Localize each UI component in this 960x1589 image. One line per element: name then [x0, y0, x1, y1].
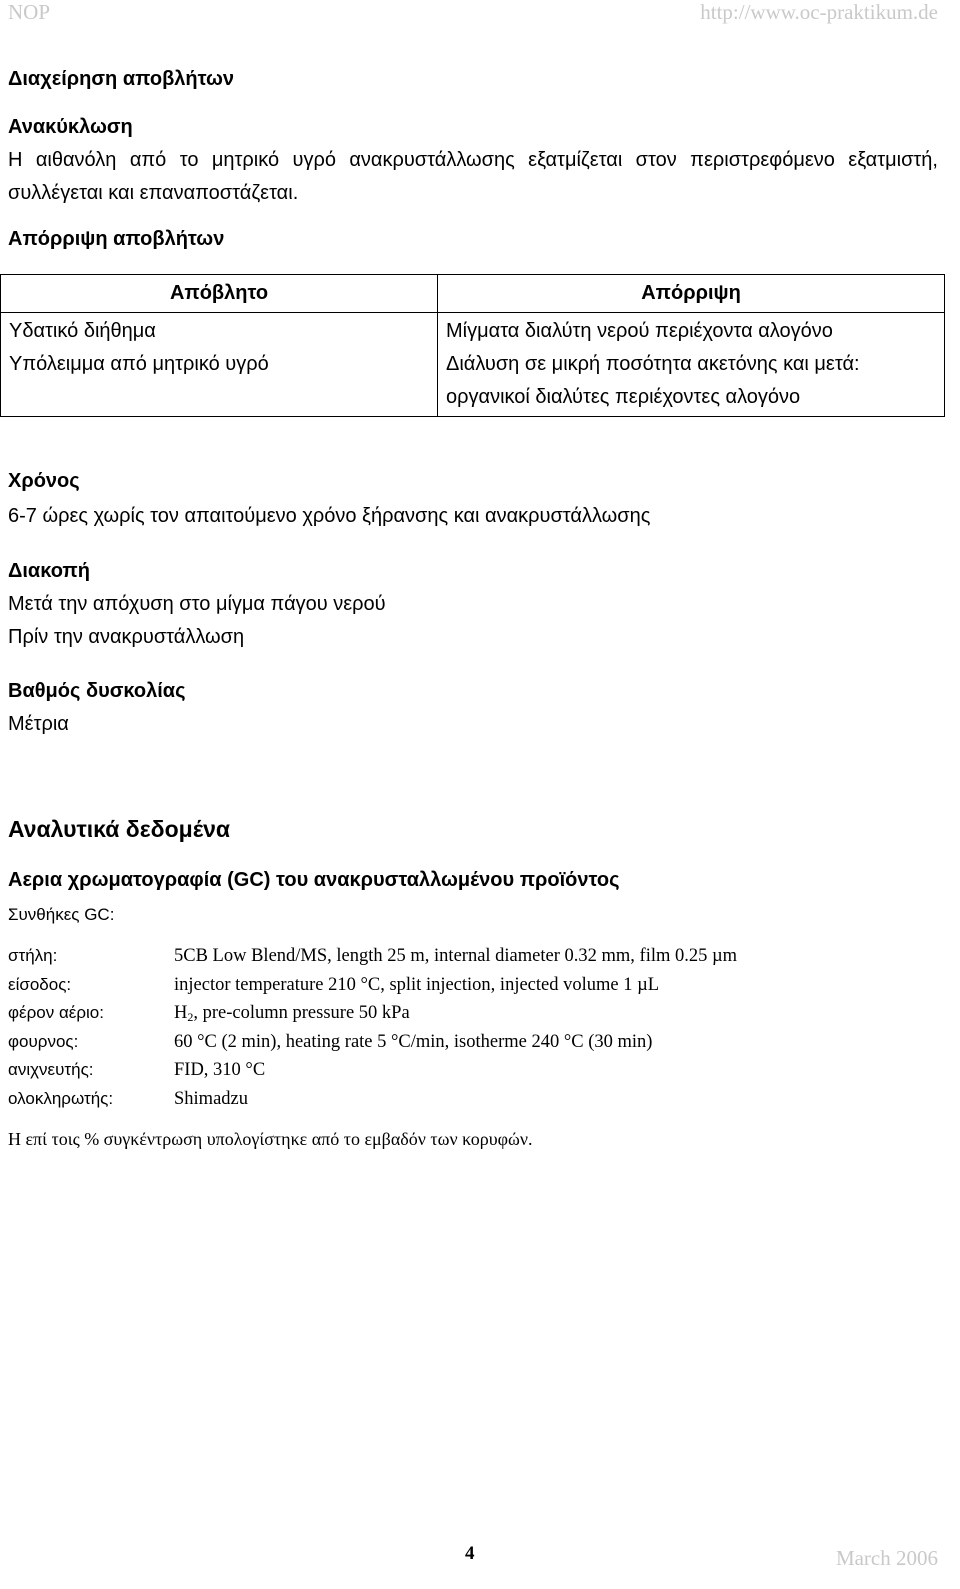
header-url: http://www.oc-praktikum.de: [700, 0, 938, 24]
gc-value: 60 °C (2 min), heating rate 5 °C/min, isotherme 240 °C (30 min): [174, 1031, 653, 1052]
section-title-break: Διακοπή: [8, 560, 90, 582]
difficulty-value: Μέτρια: [8, 713, 69, 735]
gc-value-subscript: 2: [187, 1010, 194, 1024]
section-title-time: Χρόνος: [8, 470, 80, 492]
gc-value-part: H: [174, 1003, 188, 1023]
gc-row-integrator: [8, 1089, 737, 1118]
gc-label: στήλη:: [8, 946, 58, 965]
gc-value: Shimadzu: [174, 1088, 248, 1109]
gc-value: injector temperature 210 °C, split injection, injected volume 1 µL: [174, 974, 660, 995]
gc-value: [174, 1003, 410, 1032]
gc-conditions-label: Συνθήκες GC:: [8, 905, 115, 924]
gc-row-column: [8, 946, 737, 975]
gc-label: ανιχνευτής:: [8, 1060, 94, 1079]
gc-label: φέρον αέριο:: [8, 1003, 104, 1022]
gc-label: φουρνος:: [8, 1031, 79, 1051]
gc-label: είσοδος:: [8, 974, 72, 994]
gc-row-oven: [8, 1032, 737, 1061]
subsection-title-recycling: Ανακύκλωση: [8, 116, 133, 138]
gc-value: FID, 310 °C: [174, 1060, 266, 1080]
waste-item: Υπόλειμμα από μητρικό υγρό: [9, 353, 269, 375]
section-title-analytics: Αναλυτικά δεδομένα: [8, 816, 231, 842]
gc-value: 5CB Low Blend/MS, length 25 m, internal diameter 0.32 mm, film 0.25 µm: [174, 946, 738, 966]
column-header-disposal: Απόρριψη: [438, 275, 945, 313]
subsection-title-disposal: Απόρριψη αποβλήτων: [8, 228, 225, 250]
section-title-difficulty: Βαθμός δυσκολίας: [8, 680, 186, 702]
break-line-1: Μετά την απόχυση στο μίγμα πάγου νερού: [8, 593, 386, 615]
page-number: 4: [465, 1543, 475, 1564]
gc-conditions-table: [8, 946, 737, 1117]
break-line-2: Πρίν την ανακρυστάλλωση: [8, 626, 245, 648]
gc-row-carrier-gas: [8, 1003, 737, 1032]
gc-label: ολοκληρωτής:: [8, 1088, 114, 1108]
disposal-item: Διάλυση σε μικρή ποσότητα ακετόνης και μετά: οργανικοί διαλύτες περιέχοντες αλογόνο: [446, 353, 860, 408]
column-header-waste: Απόβλητο: [1, 275, 438, 313]
gc-note: Η επί τοις % συγκέντρωση υπολογίστηκε από το εμβαδόν των κορυφών.: [8, 1129, 533, 1149]
gc-row-injector: [8, 975, 737, 1004]
waste-cell: [1, 313, 438, 417]
gc-title: Αερια χρωματογραφία (GC) του ανακρυσταλλωμένου προϊόντος: [8, 869, 620, 891]
disposal-item: Μίγματα διαλύτη νερού περιέχοντα αλογόνο: [446, 320, 833, 342]
gc-row-detector: [8, 1060, 737, 1089]
footer-date: March 2006: [835, 1546, 938, 1570]
gc-value-part: , pre-column pressure 50 kPa: [193, 1003, 410, 1023]
time-text: 6-7 ώρες χωρίς τον απαιτούμενο χρόνο ξήρανσης και ανακρυστάλλωσης: [8, 505, 651, 527]
waste-disposal-table: [0, 274, 945, 417]
header-left: NOP: [8, 0, 51, 24]
table-row: [1, 313, 945, 417]
recycling-text: Η αιθανόλη από το μητρικό υγρό ανακρυστάλλωσης εξατμίζεται στον περιστρεφόμενο εξατμιστή, συλλέγεται και επαναποστάζεται.: [8, 149, 938, 204]
section-title-waste: Διαχείρηση αποβλήτων: [8, 68, 235, 90]
disposal-cell: [438, 313, 945, 417]
waste-item: Υδατικό διήθημα: [9, 320, 156, 342]
